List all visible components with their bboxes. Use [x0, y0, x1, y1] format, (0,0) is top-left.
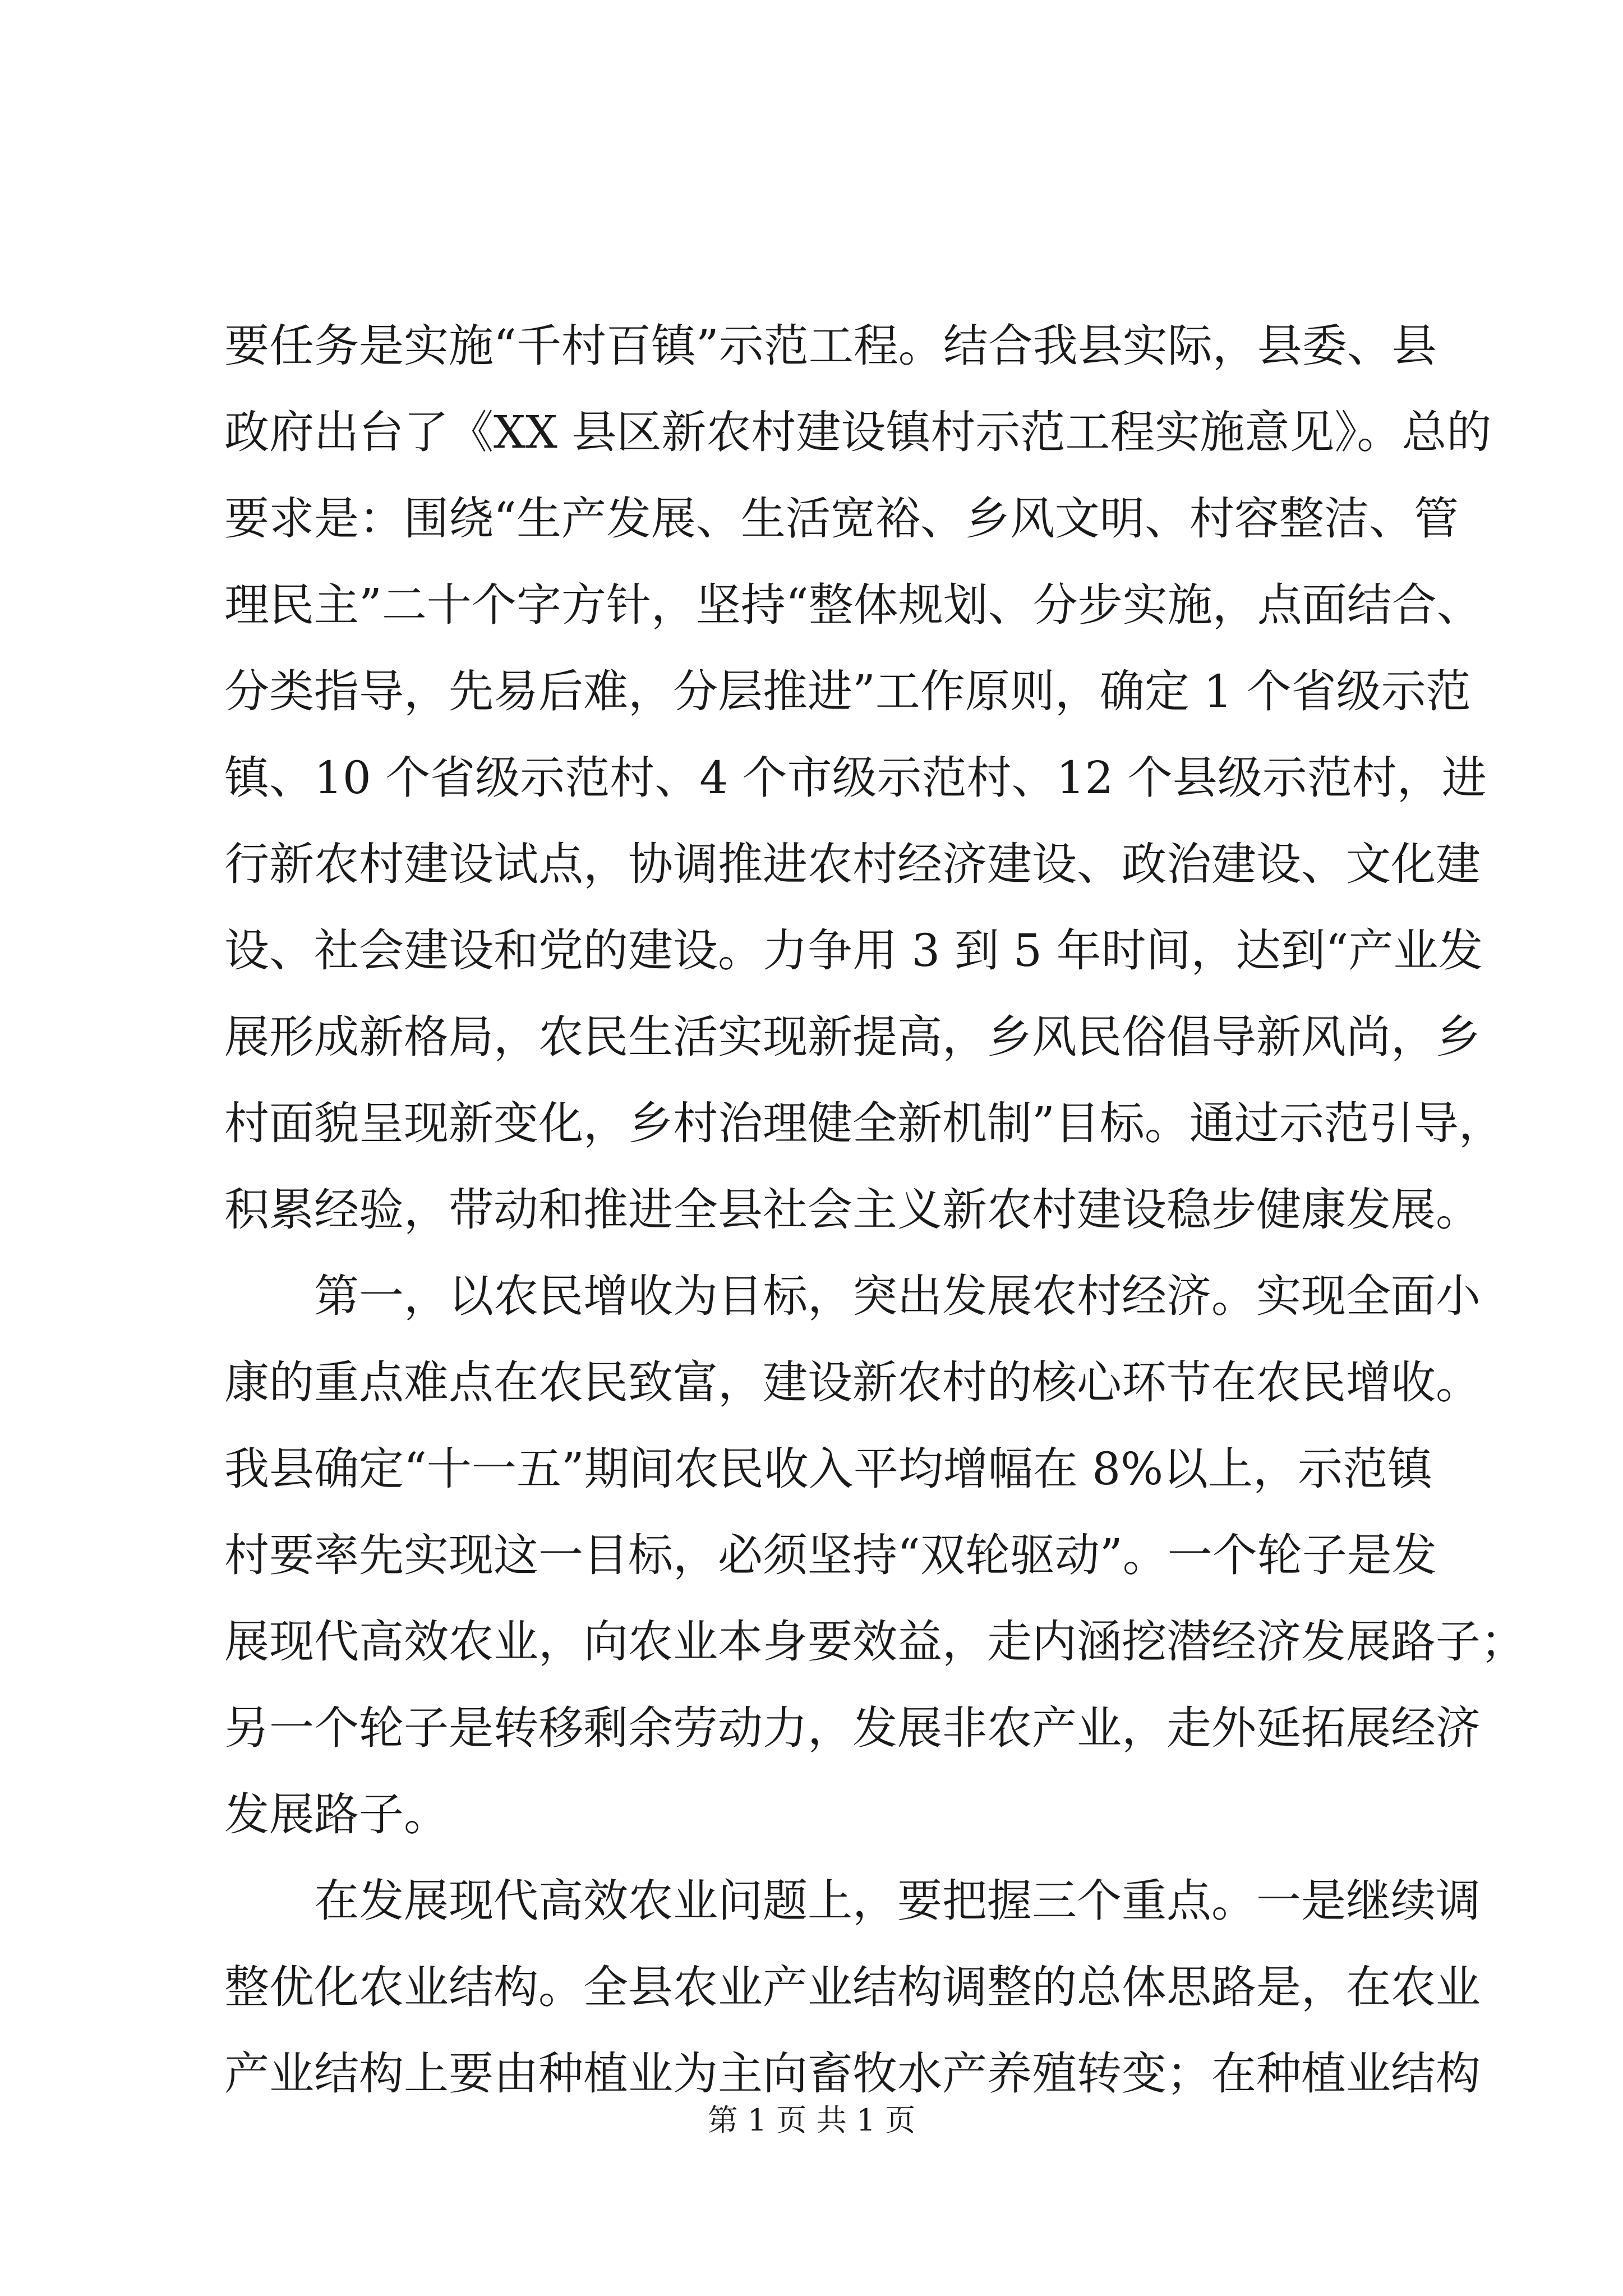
- text-line: 积累经验，带动和推进全县社会主义新农村建设稳步健康发展。: [224, 1184, 1481, 1236]
- text-line: 整优化农业结构。全县农业产业结构调整的总体思路是，在农业: [224, 1961, 1481, 2013]
- text-line: 展现代高效农业，向农业本身要效益，走内涵挖潜经济发展路子；: [224, 1616, 1525, 1668]
- document-body: [224, 303, 1525, 2117]
- page-footer: [0, 2101, 1623, 2140]
- text-line: 村面貌呈现新变化，乡村治理健全新机制”目标。通过示范引导，: [224, 1097, 1504, 1149]
- text-line: 镇、10 个省级示范村、4 个市级示范村、12 个县级示范村，进: [224, 752, 1487, 804]
- text-line: 理民主”二十个字方针，坚持“整体规划、分步实施，点面结合、: [224, 579, 1482, 631]
- text-line: 要求是：围绕“生产发展、生活宽裕、乡风文明、村容整洁、管: [224, 493, 1459, 545]
- text-line: 分类指导，先易后难，分层推进”工作原则，确定 1 个省级示范: [224, 665, 1471, 717]
- text-line: 我县确定“十一五”期间农民收入平均增幅在 8%以上，示范镇: [224, 1443, 1433, 1495]
- text-line: 发展路子。: [224, 1788, 449, 1841]
- page-number-label: 第 1 页 共 1 页: [707, 2102, 916, 2138]
- paragraph-first-line: 第一，以农民增收为目标，突出发展农村经济。实现全面小: [314, 1270, 1481, 1322]
- text-line: 康的重点难点在农民致富，建设新农村的核心环节在农民增收。: [224, 1356, 1481, 1409]
- text-line: 村要率先实现这一目标，必须坚持“双轮驱动”。一个轮子是发: [224, 1529, 1437, 1581]
- text-line: 政府出台了《XX 县区新农村建设镇村示范工程实施意见》。总的: [224, 406, 1492, 458]
- text-line: 展形成新格局，农民生活实现新提高，乡风民俗倡导新风尚，乡: [224, 1011, 1481, 1063]
- text-line: 另一个轮子是转移剩余劳动力，发展非农产业，走外延拓展经济: [224, 1702, 1481, 1754]
- text-line: 行新农村建设试点，协调推进农村经济建设、政治建设、文化建: [224, 838, 1481, 890]
- text-line: 要任务是实施“千村百镇”示范工程。结合我县实际，县委、县: [224, 320, 1437, 372]
- paragraph-first-line: 在发展现代高效农业问题上，要把握三个重点。一是继续调: [314, 1875, 1481, 1927]
- text-line: 设、社会建设和党的建设。力争用 3 到 5 年时间，达到“产业发: [224, 924, 1483, 977]
- text-line: 产业结构上要由种植业为主向畜牧水产养殖转变；在种植业结构: [224, 2047, 1481, 2100]
